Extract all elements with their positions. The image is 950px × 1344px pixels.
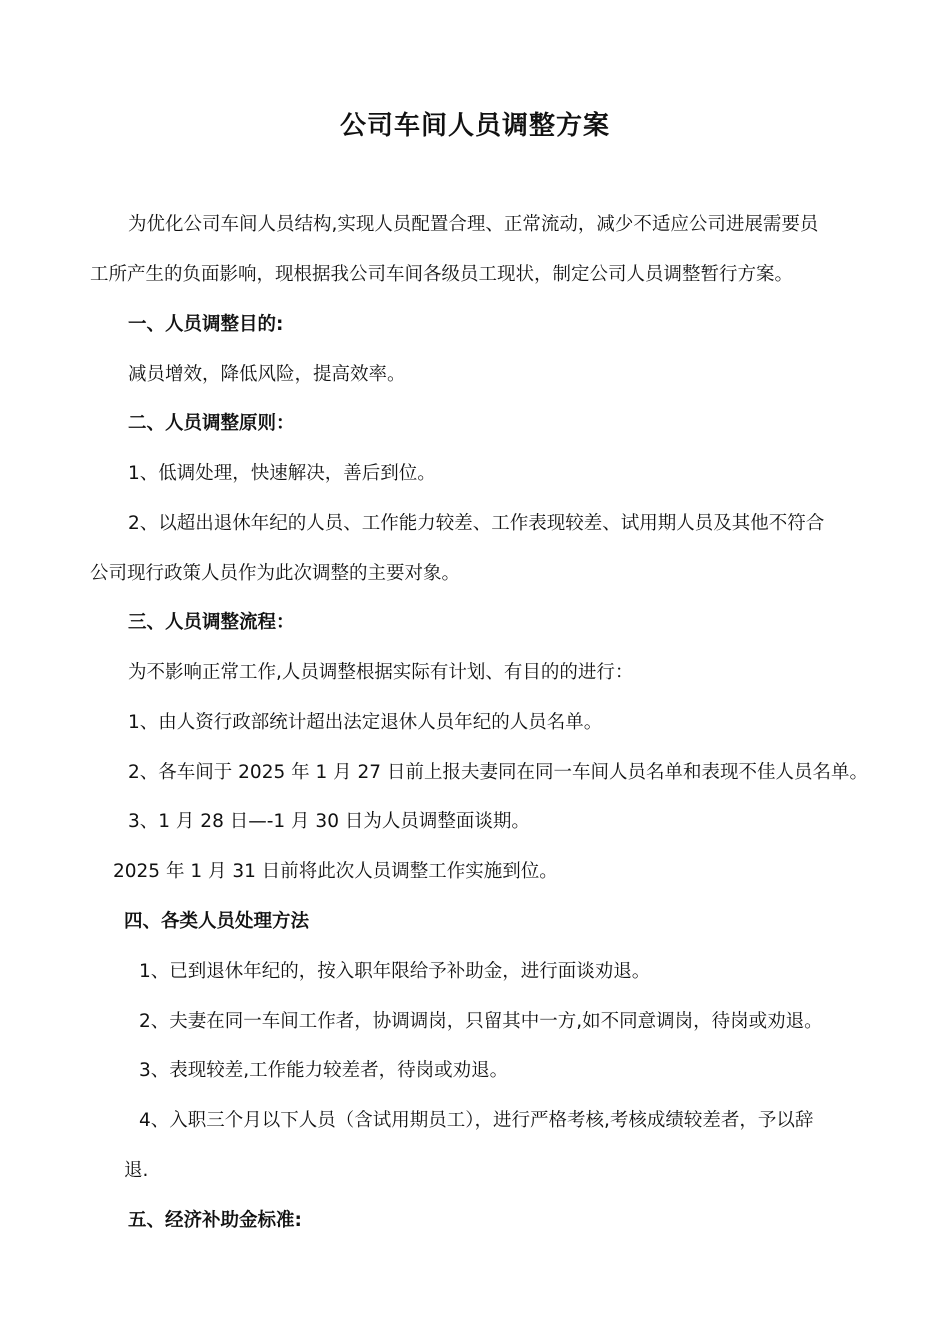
section-2-heading: 二、人员调整原则：	[128, 413, 295, 434]
section-3-item-2: 2、各车间于 2025 年 1 月 27 日前上报夫妻同在同一车间人员名单和表现不佳人员名单。	[128, 762, 868, 783]
section-3-item-1: 1、由人资行政部统计超出法定退休人员年纪的人员名单。	[128, 712, 603, 733]
section-4-item-3: 3、表现较差,工作能力较差者，待岗或劝退。	[139, 1060, 509, 1081]
section-3-deadline: 2025 年 1 月 31 日前将此次人员调整工作实施到位。	[113, 861, 558, 882]
section-2-item-1: 1、低调处理，快速解决，善后到位。	[128, 463, 436, 484]
section-5-heading: 五、经济补助金标准:	[128, 1210, 302, 1231]
document-title: 公司车间人员调整方案	[339, 111, 610, 141]
section-2-item-2-line-2: 公司现行政策人员作为此次调整的主要对象。	[90, 563, 461, 584]
section-4-item-4-line-2: 退.	[124, 1160, 149, 1181]
section-4-item-1: 1、已到退休年纪的，按入职年限给予补助金，进行面谈劝退。	[139, 961, 651, 982]
intro-line-2: 工所产生的负面影响，现根据我公司车间各级员工现状，制定公司人员调整暂行方案。	[90, 264, 794, 285]
section-4-item-4-line-1: 4、入职三个月以下人员（含试用期员工），进行严格考核,考核成绩较差者，予以辞	[139, 1110, 814, 1131]
section-4-heading: 四、各类人员处理方法	[124, 911, 310, 932]
section-3-heading: 三、人员调整流程：	[128, 612, 295, 633]
section-1-heading: 一、人员调整目的:	[128, 314, 284, 335]
intro-line-1: 为优化公司车间人员结构,实现人员配置合理、正常流动，减少不适应公司进展需要员	[128, 214, 819, 235]
section-3-intro: 为不影响正常工作,人员调整根据实际有计划、有目的的进行：	[128, 662, 634, 683]
section-2-item-2-line-1: 2、以超出退休年纪的人员、工作能力较差、工作表现较差、试用期人员及其他不符合	[128, 513, 825, 534]
section-3-item-3: 3、1 月 28 日—-1 月 30 日为人员调整面谈期。	[128, 811, 530, 832]
section-1-body: 减员增效，降低风险，提高效率。	[128, 364, 406, 385]
section-4-item-2: 2、夫妻在同一车间工作者，协调调岗，只留其中一方,如不同意调岗，待岗或劝退。	[139, 1011, 823, 1032]
